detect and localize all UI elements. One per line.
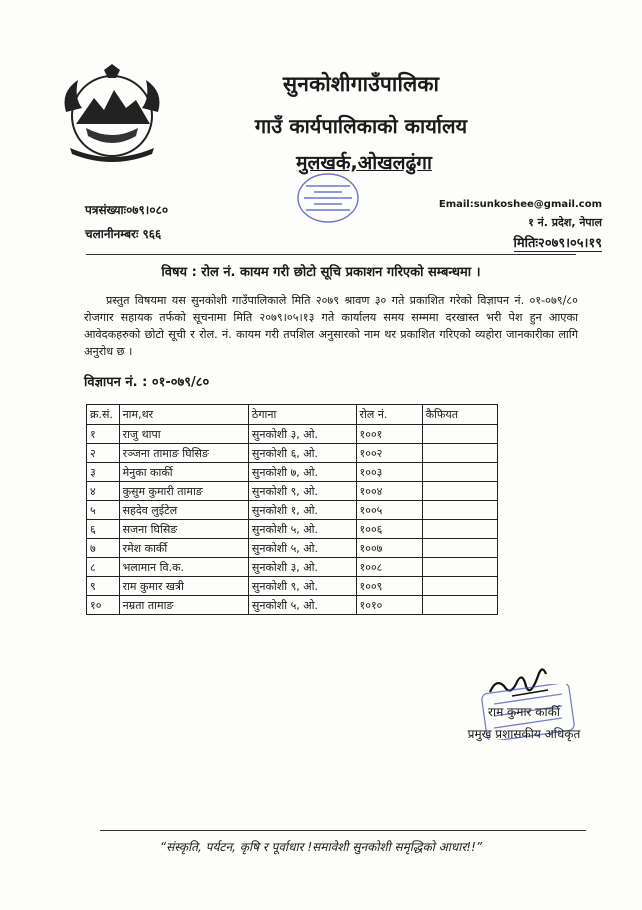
candidate-table [86, 404, 498, 615]
province-line: १ नं. प्रदेश, नेपाल [528, 216, 602, 229]
municipality-name: सुनकोशीगाउँपालिका [282, 72, 440, 96]
table-row [87, 558, 498, 577]
cell-name: सजना घिसिङ [119, 520, 248, 539]
office-address: मुलखर्क,ओखलढुंगा [296, 152, 432, 174]
cell-address: सुनकोशी ५, ओ. [248, 539, 356, 558]
signatory-title: प्रमुख प्रशासकीय अधिकृत [467, 727, 581, 741]
column-header-remark: कैफियत [422, 405, 497, 425]
cell-sn: ३ [87, 463, 120, 482]
cell-name: भलामान वि.क. [119, 558, 248, 577]
table-row [87, 520, 498, 539]
cell-address: सुनकोशी ९, ओ. [248, 577, 356, 596]
cell-address: सुनकोशी ७, ओ. [248, 463, 356, 482]
cell-address: सुनकोशी ५, ओ. [248, 520, 356, 539]
cell-sn: १० [87, 596, 120, 615]
cell-remark [422, 520, 497, 539]
footer-divider [100, 830, 586, 831]
cell-name: रमेश कार्की [119, 539, 248, 558]
column-header-address: ठेगाना [248, 405, 356, 425]
table-row [87, 463, 498, 482]
cell-remark [422, 596, 497, 615]
cell-remark [422, 558, 497, 577]
signatory-name: राम कुमार कार्की [488, 705, 560, 719]
cell-sn: ७ [87, 539, 120, 558]
cell-address: सुनकोशी १, ओ. [248, 501, 356, 520]
column-header-sn: क्र.सं. [87, 405, 120, 425]
table-row [87, 539, 498, 558]
cell-sn: ५ [87, 501, 120, 520]
header-divider [86, 254, 576, 255]
cell-roll: १००३ [356, 463, 422, 482]
cell-roll: १०१० [356, 596, 422, 615]
column-header-name: नाम,थर [119, 405, 248, 425]
cell-remark [422, 425, 497, 444]
cell-sn: ८ [87, 558, 120, 577]
cell-name: राजु थापा [119, 425, 248, 444]
letter-body: प्रस्तुत विषयमा यस सुनकोशी गाउँपालिकाले मिति २०७९ श्रावण ३० गते प्रकाशित गरेको विज्ञापन नं. ०१-०७९/८० रोजगार सहायक तर्फको सूचनामा मिति २०७९।०५।१३ गते कार्यालय समय सम्ममा दरखास्त भरी पेश हुन आएका आवेदकहरुको छोटो सूची र रोल. नं. कायम गरी तपशिल अनुसारको नाम थर प्रकाशित गरिएको व्यहोरा जानकारीका लागि अनुरोध छ । [84, 294, 578, 358]
cell-sn: १ [87, 425, 120, 444]
letter-subject: विषय : रोल नं. कायम गरी छोटो सूचि प्रकाशन गरिएको सम्बन्धमा । [161, 265, 481, 280]
table-row [87, 501, 498, 520]
dispatch-number: चलानीनम्बरः ९६६ [85, 227, 162, 241]
cell-roll: १००५ [356, 501, 422, 520]
office-seal-stamp-icon [292, 168, 364, 228]
table-row [87, 577, 498, 596]
cell-remark [422, 577, 497, 596]
footer-slogan: “संस्कृति, पर्यटन, कृषि र पूर्वाधार !समावेशी सुनकोशी समृद्धिको आधार!!” [159, 840, 483, 854]
cell-roll: १००८ [356, 558, 422, 577]
cell-sn: ९ [87, 577, 120, 596]
cell-address: सुनकोशी ३, ओ. [248, 558, 356, 577]
letter-reference-number: पत्रसंख्याः०७९।०८० [85, 203, 169, 217]
column-header-roll: रोल नं. [356, 405, 422, 425]
cell-roll: १००६ [356, 520, 422, 539]
cell-sn: २ [87, 444, 120, 463]
table-row [87, 596, 498, 615]
cell-remark [422, 501, 497, 520]
cell-address: सुनकोशी ६, ओ. [248, 444, 356, 463]
cell-remark [422, 463, 497, 482]
cell-roll: १००९ [356, 577, 422, 596]
table-row [87, 425, 498, 444]
cell-remark [422, 444, 497, 463]
cell-address: सुनकोशी ९, ओ. [248, 482, 356, 501]
cell-name: कुसुम कुमारी तामाङ [119, 482, 248, 501]
email-address: Email:sunkoshee@gmail.com [438, 199, 602, 210]
cell-name: मेनुका कार्की [119, 463, 248, 482]
cell-roll: १००७ [356, 539, 422, 558]
advertisement-number: विज्ञापन नं. : ०१-०७९/८० [84, 375, 210, 390]
cell-address: सुनकोशी ५, ओ. [248, 596, 356, 615]
cell-address: सुनकोशी ३, ओ. [248, 425, 356, 444]
cell-name: राम कुमार खत्री [119, 577, 248, 596]
cell-remark [422, 539, 497, 558]
table-row [87, 444, 498, 463]
cell-sn: ६ [87, 520, 120, 539]
cell-name: रञ्जना तामाङ घिसिङ [119, 444, 248, 463]
table-row [87, 482, 498, 501]
table-header-row [87, 405, 498, 425]
cell-roll: १००१ [356, 425, 422, 444]
cell-roll: १००४ [356, 482, 422, 501]
cell-remark [422, 482, 497, 501]
office-name: गाउँ कार्यपालिकाको कार्यालय [254, 114, 468, 138]
letter-date: मितिः२०७९।०५।१९ [514, 233, 602, 252]
cell-name: नम्रता तामाङ [119, 596, 248, 615]
cell-roll: १००२ [356, 444, 422, 463]
cell-name: सहदेव लुईटेल [119, 501, 248, 520]
cell-sn: ४ [87, 482, 120, 501]
